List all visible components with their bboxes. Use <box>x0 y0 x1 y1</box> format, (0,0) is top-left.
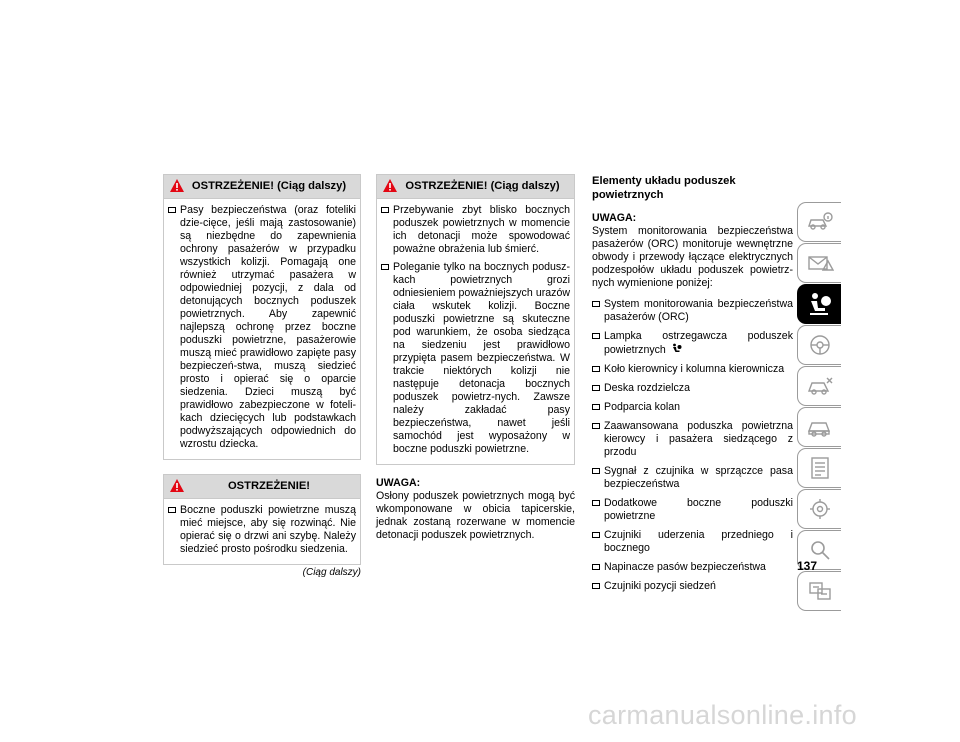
airbag-seat-icon <box>806 291 834 317</box>
list-item: System monitorowania bezpieczeństwa pasażerów (ORC) <box>592 298 793 324</box>
component-list <box>592 298 793 593</box>
note-label: UWAGA: <box>376 477 421 489</box>
warning-box-continued <box>376 174 575 465</box>
square-bullet-icon <box>592 583 600 589</box>
list-item: Dodatkowe boczne poduszki powietrzne <box>592 497 793 523</box>
warning-header <box>164 175 360 199</box>
tab-car-tools[interactable] <box>797 407 841 447</box>
warning-box <box>163 474 361 565</box>
tab-car-info[interactable] <box>797 202 841 242</box>
tab-steering[interactable] <box>797 325 841 365</box>
gear-car-icon <box>806 497 834 521</box>
list-item: Lampka ostrzegawcza poduszek powietrznych <box>592 330 793 357</box>
note-text: System monitorowania bezpieczeństwa pasażerów (ORC) monitoruje wewnętrzne obwody i przewody łączące elektrycznych podzespołów układu poduszek powietrz-nych wymienione poniżej: <box>592 225 793 289</box>
list-item: Sygnał z czujnika w sprzączce pasa bezpieczeństwa <box>592 465 793 491</box>
note <box>376 477 575 542</box>
square-bullet-icon <box>592 468 600 474</box>
square-bullet-icon <box>592 385 600 391</box>
warning-title: OSTRZEŻENIE! <box>227 480 311 492</box>
section-heading: Elementy układu poduszek powietrznych <box>592 175 736 201</box>
warning-triangle-icon <box>169 478 185 493</box>
warning-header <box>164 475 360 499</box>
note-label: UWAGA: <box>592 212 637 224</box>
list-item: Pasy bezpieczeństwa (oraz foteliki dzie-cięce, jeśli mają zastosowanie) są niezbędne do zapewnienia ochrony pasażerów w przypadku wszystkich kolizji. Pomagają one również utrzymać pasażera w odpowiedniej pozycji, z dala od detonujących bocznych poduszek powietrznych. Aby zapewnić najlepszą ochronę przez boczne poduszki powietrzne, pasażerowie muszą mieć prawidłowo zapięte pasy bezpieczeń-stwa, muszą siedzieć prosto i opierać się o oparcie siedzenia. Dzieci muszą być prawidłowo zabezpieczone w foteli-kach dziecięcych lub podstawkach podwyższających odpowiednich do wzrostu dziecka. <box>168 204 356 451</box>
car-tools-icon <box>806 416 834 438</box>
square-bullet-icon <box>592 301 600 307</box>
tab-gear-car[interactable] <box>797 489 841 529</box>
column-right <box>592 174 793 599</box>
language-index-icon <box>806 579 834 603</box>
mail-warning-icon <box>806 252 834 274</box>
list-item: Czujniki uderzenia przedniego i bocznego <box>592 529 793 555</box>
square-bullet-icon <box>381 264 389 270</box>
tab-mail-warning[interactable] <box>797 243 841 283</box>
warning-title: OSTRZEŻENIE! (Ciąg dalszy) <box>191 180 347 192</box>
list-item: Deska rozdzielcza <box>592 382 793 395</box>
steering-wheel-icon <box>806 333 834 357</box>
square-bullet-icon <box>592 500 600 506</box>
square-bullet-icon <box>592 366 600 372</box>
tab-airbag-safety[interactable] <box>797 284 841 324</box>
car-warning-icon <box>806 375 834 397</box>
watermark: carmanualsonline.info <box>588 700 857 730</box>
list-item: Czujniki pozycji siedzeń <box>592 580 793 593</box>
warning-title: OSTRZEŻENIE! (Ciąg dalszy) <box>405 180 560 192</box>
list-item: Podparcia kolan <box>592 401 793 414</box>
column-middle <box>376 174 575 547</box>
warning-triangle-icon <box>382 178 398 193</box>
square-bullet-icon <box>592 423 600 429</box>
continued-label: (Ciąg dalszy) <box>302 567 361 578</box>
chapter-tabs <box>797 202 841 612</box>
column-left <box>163 174 361 579</box>
tab-car-warning[interactable] <box>797 366 841 406</box>
tab-language-index[interactable] <box>797 571 841 611</box>
page-number: 137 <box>797 559 818 573</box>
square-bullet-icon <box>168 207 176 213</box>
list-item: Poleganie tylko na bocznych podusz-kach powietrznych grozi odniesieniem poważniejszych urazów ciała wskutek kolizji. Boczne poduszki powietrzne są skuteczne pod warunkiem, że osoba siedząca na siedzeniu jest prawidłowo przypięta pasem bezpieczeństwa. W trakcie niektórych kolizji nie następuje detonacja bocznych poduszek powietrz-nych. Zawsze należy zakładać pasy bezpieczeństwa, nawet jeśli samochód jest wyposażony w boczne poduszki powietrzne. <box>381 261 570 456</box>
square-bullet-icon <box>381 207 389 213</box>
note-text: Osłony poduszek powietrznych mogą być wkomponowane w obicia tapicerskie, jednak zostaną rozerwane w momencie detonacji poduszek powietrznych. <box>376 490 575 541</box>
list-item: Koło kierownicy i kolumna kierownicza <box>592 363 793 376</box>
list-item: Zaawansowana poduszka powietrzna kierowcy i pasażera siedzącego z przodu <box>592 420 793 459</box>
square-bullet-icon <box>168 507 176 513</box>
square-bullet-icon <box>592 404 600 410</box>
square-bullet-icon <box>592 532 600 538</box>
list-item: Napinacze pasów bezpieczeństwa <box>592 561 793 574</box>
car-info-icon <box>806 211 834 233</box>
checklist-icon <box>806 456 834 480</box>
airbag-warning-icon <box>671 343 682 354</box>
square-bullet-icon <box>592 333 600 339</box>
warning-header <box>377 175 574 199</box>
tab-checklist[interactable] <box>797 448 841 488</box>
list-item: Przebywanie zbyt blisko bocznych poduszek powietrznych w momencie ich detonacji może spowodować poważne obrażenia lub śmierć. <box>381 204 570 256</box>
square-bullet-icon <box>592 564 600 570</box>
warning-triangle-icon <box>169 178 185 193</box>
warning-box-continued <box>163 174 361 460</box>
list-item: Boczne poduszki powietrzne muszą mieć miejsce, aby się rozwinąć. Nie opierać się o drzwi ani szybę. Należy siedzieć prosto pośrodku siedzenia. <box>168 504 356 556</box>
